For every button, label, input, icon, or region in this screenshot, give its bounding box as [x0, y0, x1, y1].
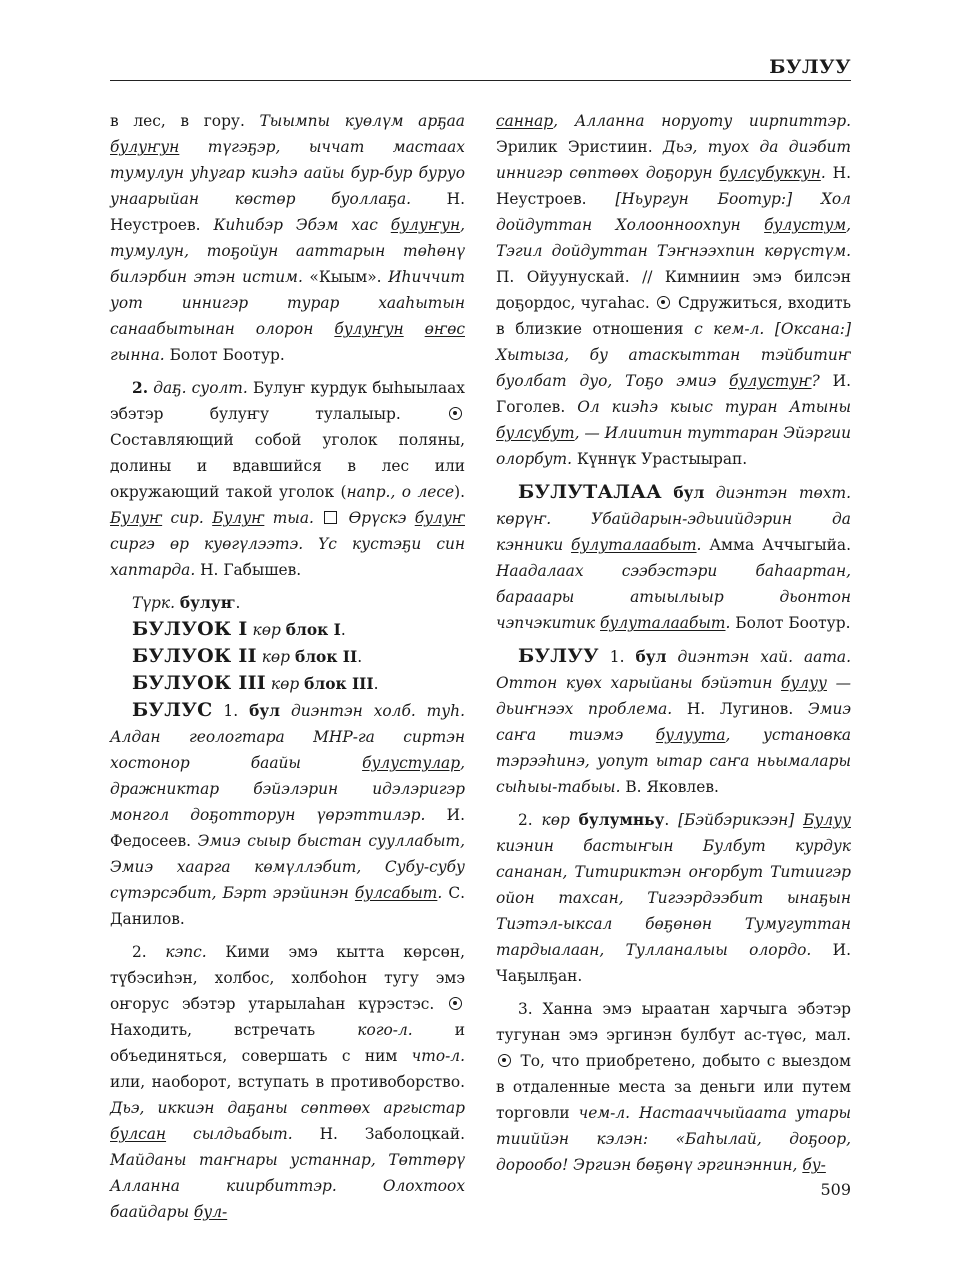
russian-gloss-marker-icon	[449, 997, 462, 1010]
entry-buluu: БУЛУУ 1. бул диэнтэн хай. аата. Оттон куөх харыйаны бэйэтин булуу — дьиҥнээх проблема. Н. Лугинов. Эмиэ саҥа тиэмэ булуута, установка тэрээһинэ, уопут ытар саҥа ньымалары сыһыы-табыы. В. Яковлев.	[496, 645, 852, 796]
entry-buluok-3: БУЛУОК III көр блок III.	[132, 672, 379, 694]
right-column	[496, 108, 851, 1185]
example-marker-icon	[324, 511, 337, 524]
entry-bulus: БУЛУС 1. бул диэнтэн холб. туһ. Алдан геологтара МНР-га сиртэн хостонор баайы булустулар, дражниктар бэйэлэрин идэлэригэр монгол доҕотторун үөрэттилэр. И. Федосеев. Эмиэ сыыр быстан сууллабыт, Эмиэ хаарга көмүллэбит, Субу-субу сүтэрсэбит, Бэрт эрэйинэн булсабыт. С. Данилов.	[110, 699, 466, 928]
russian-gloss-marker-icon	[498, 1054, 511, 1067]
sense-paragraph: 2. даҕ. суолт. Булуҥ курдук быһыылаах эбэтэр булуҥу тулалыыр. Составляющий собой уголок поляны, долины и вдавшийся в лес или окружающий такой уголок (напр., о лесе). Булуҥ сир. Булуҥ тыа. Өрүскэ булуҥ сиргэ өр куөгүлээтэ. Үс кустэҕи син хаптарда. Н. Габышев.	[110, 379, 465, 579]
entry-buluok-2: БУЛУОК II көр блок II.	[132, 645, 363, 667]
sense-paragraph: 3. Ханна эмэ ыраатан харчыга эбэтэр тугунан эмэ эргинэн булбут ас-түөс, мал. То, что приобретено, добыто с выездом в отдаленные места за деньги или путем торговли чем-л. Настааччыйаата утары тииййэн кэлэн: «Баһылай, доҕоор, дорообо! Эргиэн бөҕөнү эргинэннин, бу-	[496, 1000, 851, 1174]
entry-paragraph: саннар, Алланна норуоту иирпиттэр. Эрилик Эристиин. Дьэ, туох да диэбит иннигэр сөптөөх доҕорун булсубуккун. Н. Неустроев. [Ньургун Боотур:] Хол дойдуттан Холоонноохпун булустум, Тэгил дойдуттан Тэҥнээхпин көрүстүм. П. Ойуунускай. // Кимниин эмэ билсэн доҕордос, чугаһас. Сдружиться, входить в близкие отношения с кем-л. [Оксана:] Хытыза, бу атаскыттан тэйбитиҥ буолбат дуо, Тоҕо эмиэ булустуҥ? И. Гоголев. Ол киэһэ кыыс туран Атыны булсубут, — Илиитин туттаран Эйэргии олорбут. Күннүк Урастыырап.	[496, 112, 852, 468]
running-head: БУЛУУ	[769, 56, 851, 78]
entry-paragraph: в лес, в гору. Тыымпы куөлүм арҕаа булуҥун түгэҕэр, ыччат мастаах тумулун уһугар киэһэ аайы бур-бур буруо унаарыйан көстөр буоллаҕа. Н. Неустроев. Киһибэр Эбэм хас булуҥун, тумулун, тоҕойун ааттарын төһөнү билэрбин этэн истим. «Кыым». Иһиччит уот иннигэр турар хааһытын санаабытынан олорон булуҥун өҥөс гынна. Болот Боотур.	[110, 112, 466, 364]
russian-gloss-marker-icon	[449, 407, 462, 420]
sense-paragraph: 2. көр булумньу. [Бэйбэрикээн] Булуу киэнин бастыҥын Булбут курдук сананан, Титириктэн оҥорбут Титиигэр ойон тахсан, Тигээрдээбит ынаҕын Тиэтэл-ыксал бөҕөнөн Тумугуттан тардыалаан, Тулланалыы олордо. И. Чаҕылҕан.	[496, 811, 851, 985]
sense-paragraph: 2. кэпс. Кими эмэ кытта көрсөн, түбэсиһэн, холбос, холбоһон тугу эмэ оҥорус эбэтэр утарылаһан күрэстэс. Находить, встречать кого-л. и объединяться, совершать с ним что-л. или, наоборот, вступать в противоборство. Дьэ, иккиэн даҕаны сөптөөх аргыстар булсан сылдьабыт. Н. Заболоцкай. Майданы таҥнары устаннар, Төттөрү Алланна киирбиттэр. Олохтоох баайдары бул-	[110, 943, 466, 1221]
entry-buluok-1: БУЛУОК I көр блок I.	[132, 618, 346, 640]
russian-gloss-marker-icon	[657, 296, 670, 309]
entry-bulutalaa: БУЛУТАЛАА бул диэнтэн төхт. көрүҥ. Убайдарын-эдьиийдэрин да кэнники булуталаабыт. Амма Аччыгыйа. Наадалаах сээбэстэри баһаартан, барааары атыылыыр дьонтон чэпчэкитик булуталаабыт. Болот Боотур.	[496, 481, 851, 632]
etymology-line: Түрк. булуҥ.	[132, 594, 241, 612]
header-rule	[110, 80, 851, 81]
page-number: 509	[820, 1180, 851, 1199]
left-column	[110, 108, 465, 1232]
